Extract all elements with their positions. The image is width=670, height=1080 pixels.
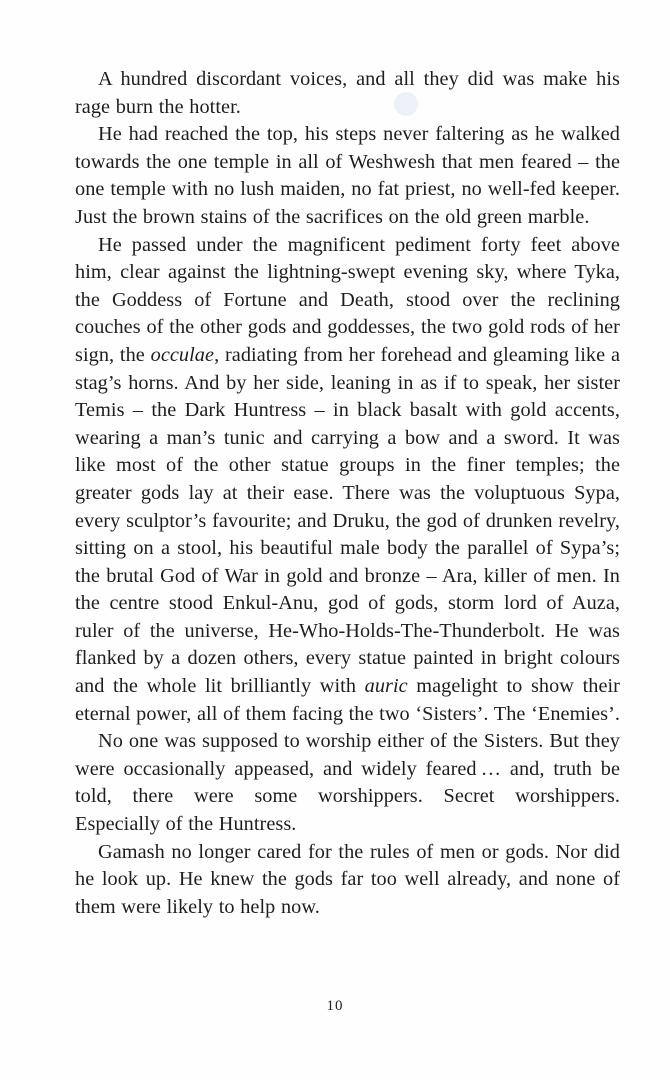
page-number: 10 bbox=[326, 998, 344, 1014]
paragraph-text: He had reached the top, his steps never faltering as he walked towards the one temple in all of Weshwesh that men feared – the one temple with no lush maiden, no fat priest, no well-fed keeper. Just the brown stains of the sacrifices on the old green marble. bbox=[75, 123, 620, 228]
paragraph-text: magelight to show their eternal power, all of them facing the two ‘Sisters’. The ‘Enemies’. bbox=[75, 675, 620, 725]
paragraph-2 bbox=[75, 121, 620, 231]
paragraph-text: Gamash no longer cared for the rules of men or gods. Nor did he look up. He knew the gods far too well already, and none of them were likely to help now. bbox=[75, 840, 620, 918]
paragraph-text: A hundred discordant voices, and all they did was make his rage burn the hotter. bbox=[75, 68, 620, 118]
paragraph-4 bbox=[75, 728, 620, 838]
paragraph-3 bbox=[75, 232, 620, 729]
italic-term-occulae: occulae bbox=[150, 343, 215, 366]
page-body bbox=[75, 66, 620, 921]
italic-term-auric: auric bbox=[364, 675, 408, 698]
paragraph-text: He passed under the magnificent pediment forty feet above him, clear against the lightning-swept evening sky, where Tyka, the Goddess of Fortune and Death, stood over the reclining couches of the other gods and goddesses, the two gold rods of her sign, the bbox=[75, 233, 620, 366]
paragraph-text: , radiating from her forehead and gleaming like a stag’s horns. And by her side, leaning in as if to speak, her sister Temis – the Dark Huntress – in black basalt with gold accents, wearing a man’s tunic and carrying a bow and a sword. It was like most of the other statue groups in the finer temples; the greater gods lay at their ease. There was the voluptuous Sypa, every sculptor’s favourite; and Druku, the god of drunken revelry, sitting on a stool, his beautiful male body the parallel of Sypa’s; the brutal God of War in gold and bronze – Ara, killer of men. In the centre stood Enkul-Anu, god of gods, storm lord of Auza, ruler of the universe, He-Who-Holds-The-Thunderbolt. He was flanked by a dozen others, every statue painted in bright colours and the whole lit brilliantly with bbox=[75, 343, 621, 698]
paragraph-1 bbox=[75, 66, 620, 121]
paragraph-text: No one was supposed to worship either of the Sisters. But they were occasionally appeased, and widely feared … and, truth be told, there were some worshippers. Secret worshippers. Especially of the Huntress. bbox=[75, 730, 620, 836]
paragraph-5 bbox=[75, 839, 620, 922]
